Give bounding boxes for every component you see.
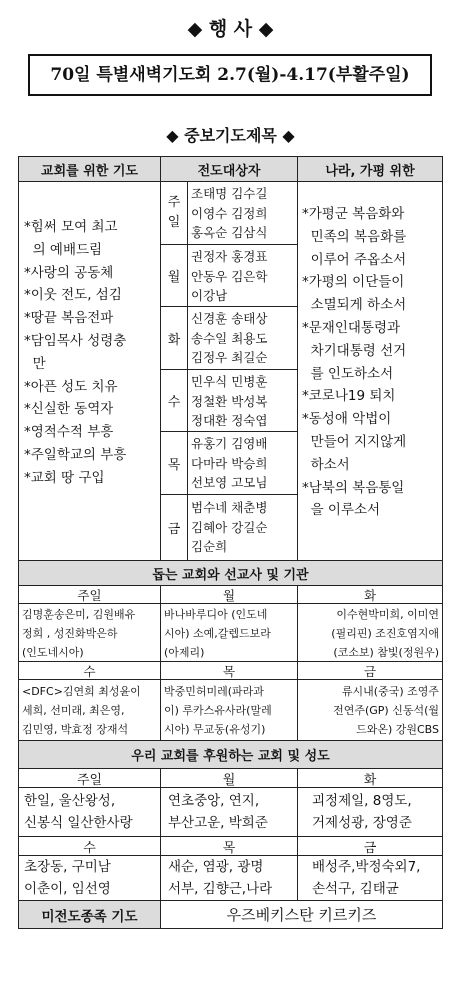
evangelism-names-thursday: 유홍기 김영배 다마라 박승희 선보영 고모님 [187, 431, 298, 495]
list-item: 소멸되게 하소서 [302, 297, 407, 314]
missions-tuesday-cell: 이수현박미희, 이미연 (필리핀) 조진호염지애 (코소보) 참빛(정원우) [297, 603, 443, 662]
list-item: *신실한 동역자 [24, 401, 114, 418]
list-item: 만 [24, 355, 46, 372]
evangelism-day-sunday: 주 일 [160, 181, 188, 245]
missions-day-friday: 금 [297, 661, 443, 680]
evangelism-names-wednesday: 민우식 민병훈 정철환 박성복 정대환 정숙엽 [187, 369, 298, 432]
prayer-header-evangelism: 전도대상자 [160, 156, 298, 182]
supporters-day-thursday: 목 [160, 836, 298, 856]
evangelism-names-monday: 권정자 홍경표 안동우 김은학 이강남 [187, 244, 298, 307]
list-item: *코로나19 퇴치 [302, 388, 396, 405]
prayer-heading: ◆ 중보기도제목 ◆ [166, 126, 295, 145]
prayer-header-nation: 나라, 가평 위한 [297, 156, 443, 182]
list-item: *동성애 악법이 [302, 411, 392, 428]
missions-monday-cell: 바나바루디아 (인도네 시아) 소예,갈렙드보라 (아제리) [160, 603, 298, 662]
list-item: *남북의 복음통일 [302, 479, 405, 496]
unreached-label: 미전도종족 기도 [18, 900, 161, 929]
missions-day-tuesday: 화 [297, 585, 443, 604]
list-item: *사랑의 공동체 [24, 264, 114, 281]
evangelism-day-wednesday: 수 [160, 369, 188, 432]
unreached-value: 우즈베키스탄 키르키즈 [160, 900, 443, 929]
list-item: *가평군 복음화와 [302, 206, 405, 222]
missions-day-monday: 월 [160, 585, 298, 604]
evangelism-names-tuesday: 신경훈 송태상 송수일 최용도 김정우 최길순 [187, 306, 298, 370]
list-item: *땅끝 복음전파 [24, 310, 114, 327]
missions-friday-cell: 류시내(중국) 조영주 전연주(GP) 신동석(월 드와온) 강원CBS [297, 679, 443, 741]
list-item: 하소서 [302, 456, 350, 473]
supporters-day-monday: 월 [160, 768, 298, 788]
evangelism-day-monday: 월 [160, 244, 188, 307]
supporters-day-friday: 금 [297, 836, 443, 856]
missions-sunday-cell: 김명훈송은미, 김원배유 정희 , 성진화박은하 (인도네시아) [18, 603, 161, 662]
list-item: 를 인도하소서 [302, 365, 394, 382]
evangelism-day-tuesday: 화 [160, 306, 188, 370]
supporters-sunday-cell: 한일, 울산왕성, 신봉식 일산한사랑 [18, 787, 161, 837]
list-item: 이루어 주옵소서 [302, 251, 407, 268]
list-item: *아픈 성도 치유 [24, 378, 118, 395]
evangelism-names-sunday: 조태명 김수길 이영수 김정희 홍옥순 김삼식 [187, 181, 298, 245]
evangelism-day-thursday: 목 [160, 431, 188, 495]
evangelism-names-friday: 범수네 채춘병 김혜아 강길순 김순희 [187, 494, 298, 561]
list-item: *문재인대통령과 [302, 319, 401, 336]
list-item: *힘써 모여 최고 [24, 219, 118, 235]
list-item: *이웃 전도, 섬김 [24, 287, 122, 304]
list-item: 을 이루소서 [302, 502, 381, 519]
supporters-day-wednesday: 수 [18, 836, 161, 856]
list-item: *교회 땅 구입 [24, 469, 105, 486]
list-item: *주일학교의 부흥 [24, 446, 127, 463]
evangelism-day-friday: 금 [160, 494, 188, 561]
supporters-title: 우리 교회를 후원하는 교회 및 성도 [18, 740, 443, 769]
list-item: *영적수적 부흥 [24, 424, 114, 441]
list-item: 의 예배드림 [24, 241, 103, 258]
list-item: *담임목사 성령충 [24, 332, 127, 349]
list-item: 만들어 지지않게 [302, 433, 407, 450]
supporters-wednesday-cell: 초장동, 구미남 이춘이, 임선영 [18, 855, 161, 901]
event-heading: ◆ 행 사 ◆ [187, 18, 274, 40]
supporters-friday-cell: 배성주,박정숙외7, 손석구, 김태균 [297, 855, 443, 901]
list-item: 민족의 복음화를 [302, 228, 407, 245]
nation-prayer-list [302, 203, 442, 522]
supporters-day-sunday: 주일 [18, 768, 161, 788]
list-item: *가평의 이단들이 [302, 274, 405, 291]
supporters-thursday-cell: 새순, 염광, 광명 서부, 김향근,나라 [160, 855, 298, 901]
missions-wednesday-cell: <DFC>김연희 최성윤이 세희, 선미래, 최은영, 김민영, 박효정 장재석 [18, 679, 161, 741]
prayer-header-church: 교회를 위한 기도 [18, 156, 161, 182]
missions-day-sunday: 주일 [18, 585, 161, 604]
list-item: 차기대통령 선거 [302, 342, 407, 359]
missions-thursday-cell: 박중민허미레(파라과 이) 루카스유사라(말레 시아) 무교동(유성기) [160, 679, 298, 741]
supporters-tuesday-cell: 괴정제일, 8영도, 거제성광, 장영준 [297, 787, 443, 837]
church-prayer-list [24, 216, 160, 490]
missions-day-wednesday: 수 [18, 661, 161, 680]
event-box: 70일 특별새벽기도회 2.7(월)-4.17(부활주일) [28, 54, 432, 96]
supporters-monday-cell: 연초중앙, 연지, 부산고운, 박희준 [160, 787, 298, 837]
supporters-day-tuesday: 화 [297, 768, 443, 788]
missions-title: 돕는 교회와 선교사 및 기관 [18, 560, 443, 586]
missions-day-thursday: 목 [160, 661, 298, 680]
